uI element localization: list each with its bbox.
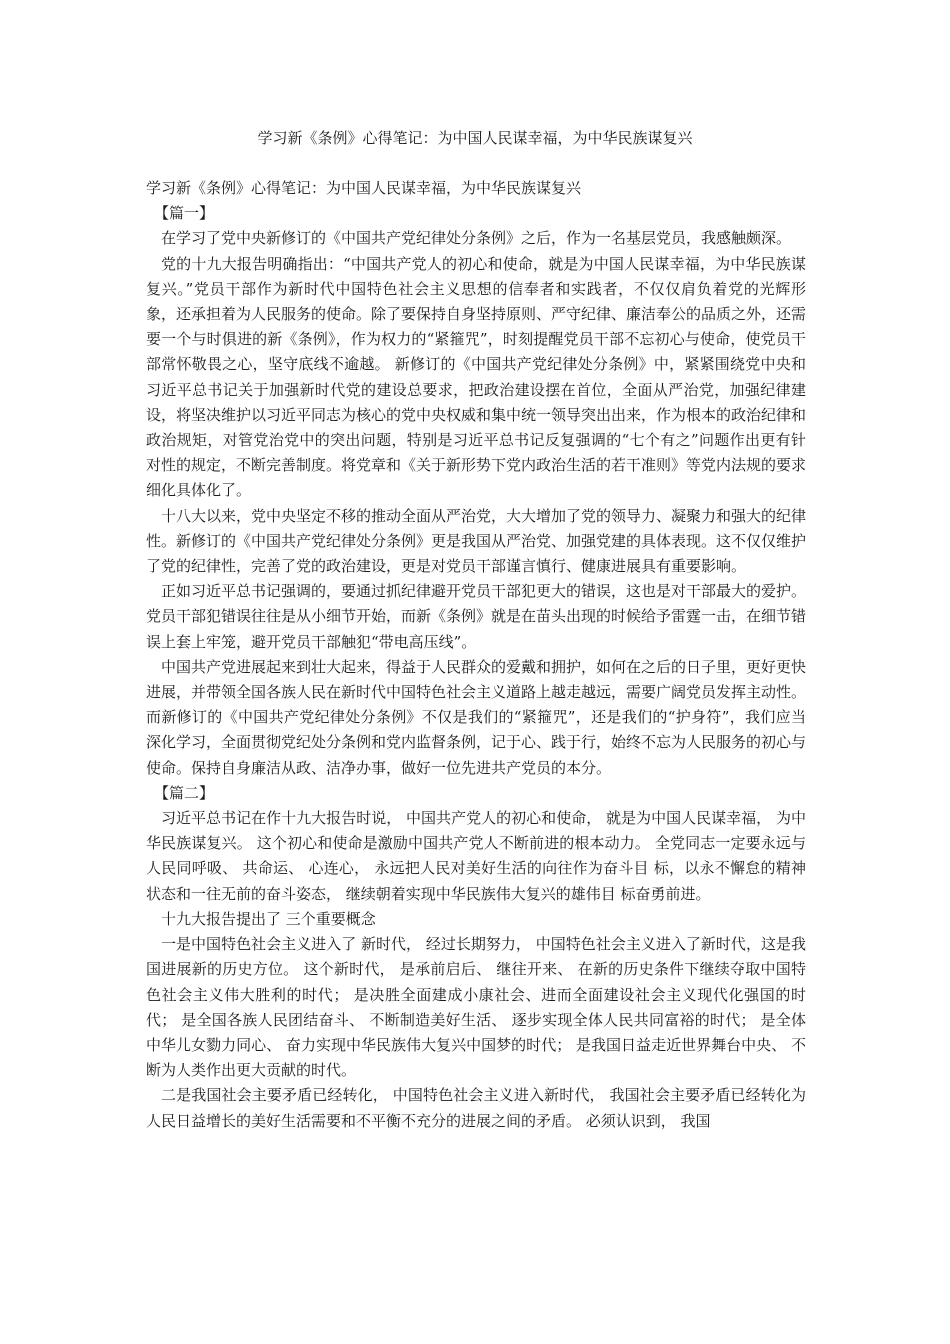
paragraph: 十九大报告提出了 三个重要概念	[161, 909, 376, 928]
paragraph: 中国共产党进展起来到壮大起来，得益于人民群众的爱戴和拥护，如何在之后的日子里，更好更快进展，并带领全国各族人民在新时代中国特色社会主义道路上越走越远，需要广阔党员发挥主动性。而新修订的《中国共产党纪律处分条例》不仅是我们的“紧箍咒”，还是我们的“护身符”，我们应当深化学习，全面贯彻党纪处分条例和党内监督条例，记于心、践于行，始终不忘为人民服务的初心与使命。保持自身廉洁从政、洁净办事，做好一位先进共产党员的本分。	[146, 657, 807, 777]
section-one-label: 【篇一】	[154, 204, 215, 223]
article-body	[146, 176, 806, 1134]
paragraph: 正如习近平总书记强调的，要通过抓纪律避开党员干部犯更大的错误，这也是对干部最大的爱护。党员干部犯错误往往是从小细节开始，而新《条例》就是在苗头出现的时候给予雷霆一击，在细节错误上套上牢笼，避开党员干部触犯“带电高压线”。	[146, 582, 807, 651]
article-subtitle: 学习新《条例》心得笔记：为中国人民谋幸福，为中华民族谋复兴	[146, 179, 582, 197]
paragraph: 十八大以来，党中央坚定不移的推动全面从严治党，大大增加了党的领导力、凝聚力和强大的纪律性。新修订的《中国共产党纪律处分条例》更是我国从严治党、加强党建的具体表现。这不仅仅维护了党的纪律性，完善了党的政治建设，更是对党员干部谨言慎行、健康进展具有重要影响。	[146, 506, 807, 576]
paragraph: 二是我国社会主要矛盾已经转化， 中国特色社会主义进入新时代， 我国社会主要矛盾已经转化为人民日益增长的美好生活需要和不平衡不充分的进展之间的矛盾。 必须认识到， 我国	[146, 1086, 806, 1130]
paragraph: 党的十九大报告明确指出：“中国共产党人的初心和使命，就是为中国人民谋幸福，为中华民族谋复兴。”党员干部作为新时代中国特色社会主义思想的信奉者和实践者，不仅仅肩负着党的光辉形象，还承担着为人民服务的使命。除了要保持自身坚持原则、严守纪律、廉洁奉公的品质之外，还需要一个与时俱进的新《条例》，作为权力的“紧箍咒”，时刻提醒党员干部不忘初心与使命，使党员干部常怀敬畏之心，坚守底线不逾越。 新修订的《中国共产党纪律处分条例》中，紧紧围绕党中央和习近平总书记关于加强新时代党的建设总要求，把政治建设摆在首位，全面从严治党，加强纪律建设，将坚决维护以习近平同志为核心的党中央权威和集中统一领导突出出来，作为根本的政治纪律和政治规矩，对管党治党中的突出问题，特别是习近平总书记反复强调的“七个有之”问题作出更有针对性的规定，不断完善制度。将党章和《关于新形势下党内政治生活的若干准则》等党内法规的要求细化具体化了。	[146, 254, 807, 500]
page-title: 学习新《条例》心得笔记：为中国人民谋幸福，为中华民族谋复兴	[257, 129, 693, 147]
paragraph: 习近平总书记在作十九大报告时说， 中国共产党人的初心和使命， 就是为中国人民谋幸福， 为中华民族谋复兴。 这个初心和使命是激励中国共产党人不断前进的根本动力。 全党同志一定要永远与人民同呼吸、 共命运、 心连心， 永远把人民对美好生活的向往作为奋斗目 标，以永不懈怠的精神状态和一往无前的奋斗姿态， 继续朝着实现中华民族伟大复兴的雄伟目 标奋勇前进。	[146, 809, 806, 903]
paragraph: 在学习了党中央新修订的《中国共产党纪律处分条例》之后，作为一名基层党员，我感触颇深。	[161, 229, 792, 248]
section-two-label: 【篇二】	[154, 783, 215, 802]
paragraph: 一是中国特色社会主义进入了 新时代， 经过长期努力， 中国特色社会主义进入了新时代，这是我国进展新的历史方位。 这个新时代， 是承前启后、 继往开来、 在新的历史条件下继续夺取中国特色社会主义伟大胜利的时代； 是决胜全面建成小康社会、进而全面建设社会主义现代化强国的时代； 是全国各族人民团结奋斗、 不断制造美好生活、 逐步实现全体人民共同富裕的时代； 是全体中华儿女勠力同心、 奋力实现中华民族伟大复兴中国梦的时代； 是我国日益走近世界舞台中央、 不断为人类作出更大贡献的时代。	[146, 935, 806, 1080]
